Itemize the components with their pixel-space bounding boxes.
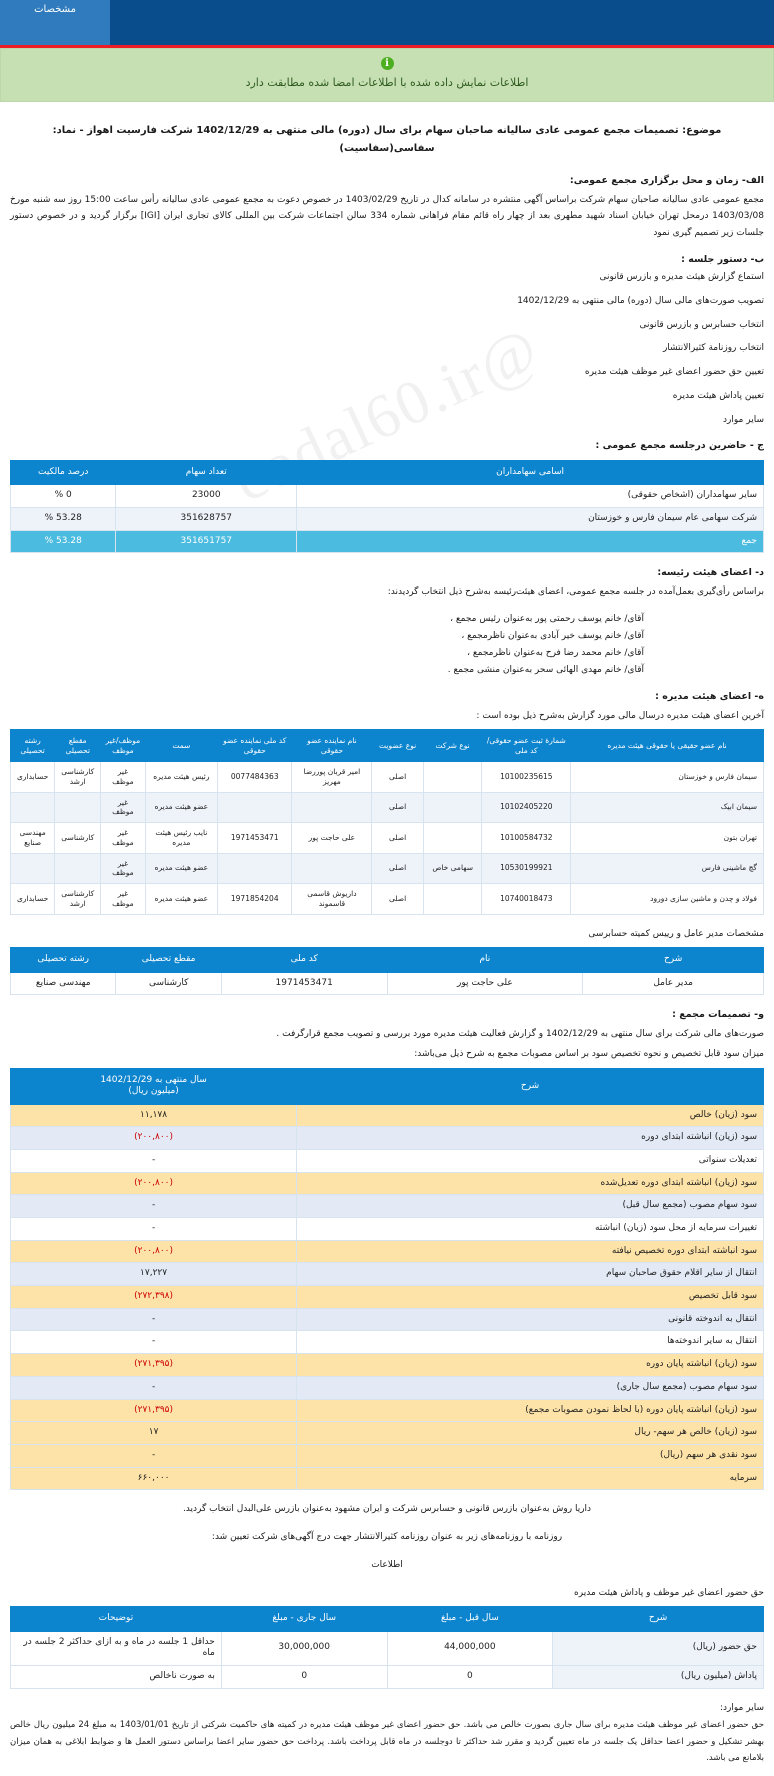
col-shareholder-name: اسامی سهامداران	[297, 461, 764, 485]
col-finance-value	[11, 1069, 297, 1105]
cell-duty-status: غیر موظف	[101, 823, 145, 854]
cell-finance-value: -	[11, 1149, 297, 1172]
cell-member-name: فولاد و چدن و ماشین سازی دورود	[571, 884, 764, 915]
section-d-intro: براساس رأی‌گیری بعمل‌آمده در جلسه مجمع عمومی، اعضای هیئت‌رئیسه به‌شرح ذیل انتخاب گردیدند:	[387, 586, 764, 597]
cell-representative-national-id: 0077484363	[218, 762, 292, 793]
section-f-title: و- تصمیمات مجمع :	[672, 1009, 764, 1021]
agenda-item: سایر موارد	[723, 414, 764, 425]
newspaper-selection-line: روزنامه با روزنامه‌های زیر به عنوان روزنامه کثیرالانتشار جهت درج آگهی‌های شرکت تعیین شد:	[211, 1532, 563, 1543]
table-header-row	[11, 1069, 764, 1105]
table-row	[11, 1467, 764, 1490]
cell-finance-value: ۱۷	[11, 1422, 297, 1445]
cell-finance-desc: سود (زیان) خالص هر سهم- ریال	[297, 1422, 764, 1445]
cell-education-field: حسابداری	[11, 884, 55, 915]
cell-representative-national-id: 1971453471	[218, 823, 292, 854]
cell-position: عضو هیئت مدیره	[145, 853, 217, 884]
cell-finance-value: (۲۷۲,۳۹۸)	[11, 1286, 297, 1309]
cell-duty-status: غیر موظف	[101, 853, 145, 884]
signature-match-banner	[0, 48, 774, 102]
cell-registration-number: 10100235615	[482, 762, 571, 793]
cell-finance-desc: سود (زیان) انباشته ابتدای دوره تعدیل‌شده	[297, 1172, 764, 1195]
shareholders-table	[10, 460, 764, 553]
cell-representative-national-id	[218, 792, 292, 823]
cell-finance-desc: سود (زیان) خالص	[297, 1104, 764, 1127]
board-fee-table	[10, 1606, 764, 1688]
cell-ceo-education-field: مهندسی صنایع	[11, 972, 116, 995]
page-title: موضوع: تصمیمات مجمع عمومی عادی سالیانه صاحبان سهام برای سال (دوره) مالی منتهی به 1402/12/29 شرکت فارسیت اهواز - نماد: سفاسی(سفاسیت)	[52, 125, 722, 154]
cell-fee-note: حداقل 1 جلسه در ماه و به ازای حداکثر 2 جلسه در ماه	[11, 1631, 222, 1665]
cell-finance-value: ۱۱,۱۷۸	[11, 1104, 297, 1127]
cell-membership-type: اصلی	[372, 823, 423, 854]
table-row	[11, 1218, 764, 1241]
section-a-body: مجمع عمومی عادی سالیانه صاحبان سهام شرکت براساس آگهی منتشره در سامانه کدال در تاریخ 1403/02/29 در خصوص دعوت به مجمع عمومی عادی سالیانه رأس ساعت 15:00 روز سه شنبه مورخ 1403/03/08 درمحل تهران خیابان اسناد شهید مطهری بعد از چهار راه قائم مقام فراهانی شماره 334 سالن اجتماعات شرکت بین المللی کالای تجاری ایران [IGI] برگزار گردید و در خصوص دستور جلسات زیر تصمیم گیری نمود	[10, 194, 764, 238]
table-row	[11, 1331, 764, 1354]
cell-duty-status: غیر موظف	[101, 762, 145, 793]
cell-ownership-pct: 0 %	[11, 485, 116, 508]
cell-fee-curr-year: 30,000,000	[221, 1631, 387, 1665]
table-row	[11, 1376, 764, 1399]
agenda-item: تعیین پاداش هیئت مدیره	[672, 390, 764, 401]
cell-fee-prev-year: 44,000,000	[387, 1631, 553, 1665]
cell-company-type	[423, 823, 482, 854]
cell-registration-number: 10740018473	[482, 884, 571, 915]
cell-finance-value: ۱۷,۲۲۷	[11, 1263, 297, 1286]
table-row	[11, 823, 764, 854]
cell-share-count: 23000	[116, 485, 297, 508]
cell-finance-desc: سود انباشته ابتدای دوره تخصیص نیافته	[297, 1240, 764, 1263]
cell-shareholder-name: شرکت سهامی عام سیمان فارس و خوزستان	[297, 507, 764, 530]
auditor-selection-line: داریا روش به‌عنوان بازرس قانونی و حسابرس شرکت و ایران مشهود به‌عنوان بازرس علی‌البدل انتخاب گردید.	[182, 1504, 592, 1515]
table-row	[11, 1104, 764, 1127]
cell-membership-type: اصلی	[372, 792, 423, 823]
newspaper-name: اطلاعات	[371, 1559, 403, 1570]
table-total-row	[11, 530, 764, 553]
agenda-item: تعیین حق حضور اعضای غیر موظف هیئت مدیره	[584, 367, 764, 378]
agenda-item: استماع گزارش هیئت مدیره و بازرس قانونی	[599, 272, 764, 283]
section-e-intro: آخرین اعضای هیئت مدیره درسال مالی مورد گزارش به‌شرح ذیل بوده است :	[476, 710, 764, 721]
col-ownership-pct: درصد مالکیت	[11, 461, 116, 485]
col-member-name: نام عضو حقیقی یا حقوقی هیئت مدیره	[571, 730, 764, 762]
section-e-title: ه- اعضای هیئت مدیره :	[655, 691, 764, 702]
cell-registration-number: 10100584732	[482, 823, 571, 854]
cell-education-level: کارشناسی ارشد	[55, 884, 101, 915]
col-membership-type: نوع عضویت	[372, 730, 423, 762]
cell-ceo-education-level: کارشناسی	[116, 972, 221, 995]
table-row	[11, 762, 764, 793]
col-company-type: نوع شرکت	[423, 730, 482, 762]
col-finance-value-period: سال منتهی به 1402/12/29	[100, 1075, 207, 1086]
presidium-member: آقای/ خانم یوسف رحمتی پور به‌عنوان رئیس مجمع ،	[450, 613, 644, 624]
table-header-row	[11, 461, 764, 485]
cell-finance-desc: سود (زیان) انباشته ابتدای دوره	[297, 1127, 764, 1150]
cell-duty-status: غیر موظف	[101, 884, 145, 915]
cell-member-name: تهران بتون	[571, 823, 764, 854]
col-position: سمت	[145, 730, 217, 762]
cell-finance-value: -	[11, 1308, 297, 1331]
section-f-note: میزان سود قابل تخصیص و نحوه تخصیص سود بر اساس مصوبات مجمع به شرح ذیل می‌باشد:	[414, 1049, 764, 1060]
profit-allocation-table	[10, 1068, 764, 1490]
table-row	[11, 485, 764, 508]
cell-finance-value: (۲۷۱,۳۹۵)	[11, 1399, 297, 1422]
table-row	[11, 1172, 764, 1195]
cell-finance-value: -	[11, 1195, 297, 1218]
cell-education-field: مهندسی صنایع	[11, 823, 55, 854]
cell-finance-value: ۶۶۰,۰۰۰	[11, 1467, 297, 1490]
board-members-table	[10, 729, 764, 914]
cell-shareholder-name: سایر سهامداران (اشخاص حقوقی)	[297, 485, 764, 508]
section-a-title: الف- زمان و محل برگزاری مجمع عمومی:	[569, 175, 764, 186]
agenda-item: تصویب صورت‌های مالی سال (دوره) مالی منتهی به 1402/12/29	[517, 295, 764, 306]
col-share-count: تعداد سهام	[116, 461, 297, 485]
cell-total-pct: 53.28 %	[11, 530, 116, 553]
cell-finance-value: (۲۰۰,۸۰۰)	[11, 1240, 297, 1263]
cell-representative-name	[292, 792, 372, 823]
table-row	[11, 1240, 764, 1263]
tab-label: مشخصات	[34, 4, 76, 15]
cell-finance-desc: سود سهام مصوب (مجمع سال قبل)	[297, 1195, 764, 1218]
cell-representative-name: داریوش قاسمی قاسموند	[292, 884, 372, 915]
agenda-item: انتخاب حسابرس و بازرس قانونی	[639, 319, 764, 330]
ceo-section-title: مشخصات مدیر عامل و رییس کمیته حسابرسی	[588, 928, 764, 939]
info-icon: i	[381, 57, 394, 70]
col-ceo-education-field: رشته تحصیلی	[11, 948, 116, 972]
cell-finance-desc: سرمایه	[297, 1467, 764, 1490]
col-finance-desc: شرح	[297, 1069, 764, 1105]
col-fee-notes: توضیحات	[11, 1607, 222, 1631]
tab-moshakhasat[interactable]	[0, 0, 110, 45]
cell-finance-desc: تغییرات سرمایه از محل سود (زیان) انباشته	[297, 1218, 764, 1241]
col-ceo-national-id: کد ملی	[221, 948, 387, 972]
table-row	[11, 853, 764, 884]
col-representative-national-id: کد ملی نماینده عضو حقوقی	[218, 730, 292, 762]
table-row	[11, 1308, 764, 1331]
col-fee-prev-year: سال قبل - مبلغ	[387, 1607, 553, 1631]
cell-education-level: کارشناسی ارشد	[55, 762, 101, 793]
cell-fee-note: به صورت ناخالص	[11, 1665, 222, 1688]
col-ceo-education-level: مقطع تحصیلی	[116, 948, 221, 972]
cell-finance-desc: سود سهام مصوب (مجمع سال جاری)	[297, 1376, 764, 1399]
cell-registration-number: 10102405220	[482, 792, 571, 823]
col-fee-curr-year: سال جاری - مبلغ	[221, 1607, 387, 1631]
cell-membership-type: اصلی	[372, 853, 423, 884]
cell-ceo-name: علی حاجت پور	[387, 972, 583, 995]
cell-finance-value: -	[11, 1218, 297, 1241]
agenda-item: انتخاب روزنامة کثیرالانتشار	[662, 343, 764, 354]
cell-member-name: گچ ماشینی فارس	[571, 853, 764, 884]
cell-finance-value: (۲۰۰,۸۰۰)	[11, 1172, 297, 1195]
cell-finance-value: -	[11, 1444, 297, 1467]
cell-position: نایب رئیس هیئت مدیره	[145, 823, 217, 854]
cell-company-type	[423, 792, 482, 823]
table-row	[11, 972, 764, 995]
col-education-field: رشته تحصیلی	[11, 730, 55, 762]
cell-duty-status: غیر موظف	[101, 792, 145, 823]
fee-section-title: حق حضور اعضای غیر موظف و پاداش هیئت مدیره	[574, 1587, 764, 1598]
table-row	[11, 1195, 764, 1218]
cell-representative-national-id	[218, 853, 292, 884]
cell-fee-desc: حق حضور (ریال)	[553, 1631, 764, 1665]
table-row	[11, 1631, 764, 1665]
cell-representative-name	[292, 853, 372, 884]
banner-text: اطلاعات نمایش داده شده با اطلاعات امضا شده مطابقت دارد	[245, 76, 529, 89]
cell-company-type	[423, 884, 482, 915]
cell-finance-desc: سود نقدی هر سهم (ریال)	[297, 1444, 764, 1467]
cell-total-label: جمع	[297, 530, 764, 553]
col-ceo-desc: شرح	[583, 948, 764, 972]
table-row	[11, 1127, 764, 1150]
cell-finance-value: -	[11, 1376, 297, 1399]
cell-finance-desc: انتقال از سایر اقلام حقوق صاحبان سهام	[297, 1263, 764, 1286]
cell-membership-type: اصلی	[372, 762, 423, 793]
cell-education-level: کارشناسی	[55, 823, 101, 854]
table-row	[11, 1422, 764, 1445]
cell-fee-prev-year: 0	[387, 1665, 553, 1688]
other-notes-title: سایر موارد:	[720, 1702, 764, 1713]
cell-finance-desc: انتقال به سایر اندوخته‌ها	[297, 1331, 764, 1354]
cell-fee-desc: پاداش (میلیون ریال)	[553, 1665, 764, 1688]
table-row	[11, 1263, 764, 1286]
cell-share-count: 351628757	[116, 507, 297, 530]
presidium-member: آقای/ خانم محمد رضا فرح به‌عنوان ناظرمجمع ،	[467, 647, 644, 658]
table-row	[11, 1444, 764, 1467]
col-finance-value-unit: (میلیون ریال)	[128, 1086, 179, 1097]
cell-finance-value: (۲۷۱,۳۹۵)	[11, 1354, 297, 1377]
cell-representative-name: امیر قربان پوررضا مهریز	[292, 762, 372, 793]
table-row	[11, 1286, 764, 1309]
section-f-body: صورت‌های مالی شرکت برای سال منتهی به 1402/12/29 و گزارش فعالیت هیئت مدیره مورد بررسی و تصویب مجمع قرارگرفت .	[276, 1028, 764, 1039]
col-duty-status: موظف/غیر موظف	[101, 730, 145, 762]
cell-company-type: سهامی خاص	[423, 853, 482, 884]
table-row	[11, 1665, 764, 1688]
other-notes-body: حق حضور اعضای غیر موظف هیئت مدیره برای سال جاری بصورت خالص می باشد. حق حضور اعضای غیر موظف هیئت مدیره در کمیته های حاکمیت شرکتی از تاریخ 1403/01/01 به مبلغ 24 میلیون ریال خالص بهشر تشکیل و حضور اعضا حداقل یک جلسه در ماه تعیین گردید و مقرر شد حداکثر تا دوجلسه در ماه قابل پرداخت باشد. پرداخت حق حضور سایر اعضا براساس دستور العمل ها و ضوابط ابلاغی به همان میزان بلامانع می باشد.	[10, 1720, 765, 1763]
page-watermark: @codal60.ir	[223, 314, 551, 516]
cell-finance-desc: تعدیلات سنواتی	[297, 1149, 764, 1172]
cell-finance-desc: سود (زیان) انباشته پایان دوره (با لحاظ نمودن مصوبات مجمع)	[297, 1399, 764, 1422]
cell-representative-name: علی حاجت پور	[292, 823, 372, 854]
cell-fee-curr-year: 0	[221, 1665, 387, 1688]
top-navigation-bar	[0, 0, 774, 45]
table-header-row	[11, 730, 764, 762]
cell-ceo-national-id: 1971453471	[221, 972, 387, 995]
cell-education-field	[11, 853, 55, 884]
cell-education-field: حسابداری	[11, 762, 55, 793]
cell-finance-desc: سود قابل تخصیص	[297, 1286, 764, 1309]
cell-company-type	[423, 762, 482, 793]
cell-finance-desc: سود (زیان) انباشته پایان دوره	[297, 1354, 764, 1377]
presidium-member: آقای/ خانم یوسف خیر آبادی به‌عنوان ناظرمجمع ،	[461, 630, 644, 641]
col-representative-name: نام نماینده عضو حقوقی	[292, 730, 372, 762]
cell-finance-value: -	[11, 1331, 297, 1354]
table-row	[11, 1354, 764, 1377]
cell-education-level	[55, 792, 101, 823]
section-c-title: ج - حاضرین درجلسه مجمع عمومی :	[595, 440, 764, 452]
col-fee-desc: شرح	[553, 1607, 764, 1631]
table-header-row	[11, 1607, 764, 1631]
cell-finance-value: (۲۰۰,۸۰۰)	[11, 1127, 297, 1150]
section-d-title: د- اعضای هیئت رئیسه:	[657, 567, 764, 579]
cell-total-shares: 351651757	[116, 530, 297, 553]
cell-position: عضو هیئت مدیره	[145, 884, 217, 915]
agenda-list	[10, 270, 764, 428]
presidium-members-list	[10, 611, 764, 679]
document-body	[0, 102, 774, 1776]
ceo-table	[10, 947, 764, 995]
table-header-row	[11, 948, 764, 972]
cell-education-level	[55, 853, 101, 884]
cell-finance-desc: انتقال به اندوخته قانونی	[297, 1308, 764, 1331]
table-row	[11, 884, 764, 915]
cell-education-field	[11, 792, 55, 823]
cell-ownership-pct: 53.28 %	[11, 507, 116, 530]
cell-registration-number: 10530199921	[482, 853, 571, 884]
col-ceo-name: نام	[387, 948, 583, 972]
col-registration-number: شمارۀ ثبت عضو حقوقی/کد ملی	[482, 730, 571, 762]
cell-member-name: سیمان ابیک	[571, 792, 764, 823]
cell-position: رئیس هیئت مدیره	[145, 762, 217, 793]
table-row	[11, 792, 764, 823]
table-row	[11, 507, 764, 530]
table-row	[11, 1149, 764, 1172]
table-row	[11, 1399, 764, 1422]
cell-membership-type: اصلی	[372, 884, 423, 915]
cell-ceo-desc: مدیر عامل	[583, 972, 764, 995]
cell-position: عضو هیئت مدیره	[145, 792, 217, 823]
col-education-level: مقطع تحصیلی	[55, 730, 101, 762]
presidium-member: آقای/ خانم مهدی الهائی سحر به‌عنوان منشی مجمع .	[447, 664, 644, 675]
cell-representative-national-id: 1971854204	[218, 884, 292, 915]
section-b-title: ب- دستور جلسه :	[681, 253, 764, 265]
cell-member-name: سیمان فارس و خوزستان	[571, 762, 764, 793]
